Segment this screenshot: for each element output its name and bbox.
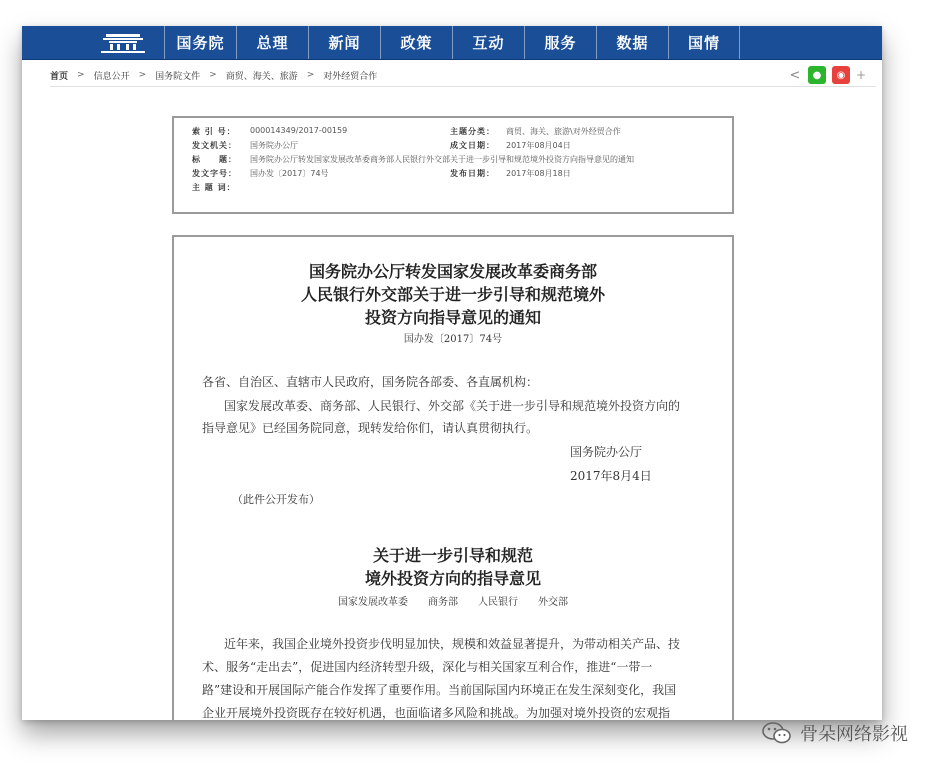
- nav-item-zongli[interactable]: 总理: [236, 26, 308, 59]
- publish-date-label: 发布日期：: [450, 168, 495, 178]
- nav-item-shuju[interactable]: 数据: [596, 26, 668, 59]
- screenshot-frame: [22, 26, 882, 720]
- doc-number: 国办发〔2017〕74号: [403, 334, 503, 345]
- more-share-icon[interactable]: +: [855, 68, 866, 82]
- doc-sign-date: 2017年8月4日: [570, 469, 652, 483]
- created-date-label: 成文日期：: [450, 140, 495, 150]
- doc-number-label: 发文字号：: [192, 168, 237, 178]
- nav-item-guowuyuan[interactable]: 国务院: [164, 26, 236, 59]
- nav-item-guoqing[interactable]: 国情: [668, 26, 740, 59]
- index-label: 索 引 号：: [192, 126, 236, 136]
- nav-item-hudong[interactable]: 互动: [452, 26, 524, 59]
- chevron-right-icon: >: [138, 70, 147, 80]
- nav-item-zhengce[interactable]: 政策: [380, 26, 452, 59]
- chevron-right-icon: >: [77, 70, 85, 80]
- breadcrumb-state-docs[interactable]: 国务院文件: [155, 71, 201, 82]
- doc-title-line-2: 人民银行外交部关于进一步引导和规范境外: [300, 285, 605, 304]
- body-line-2: 术、服务“走出去”，促进国内经济转型升级，深化与相关国家互利合作，推进“一带一: [202, 660, 653, 674]
- issuer-value: 国务院办公厅: [250, 140, 298, 150]
- doc-sign-org: 国务院办公厅: [570, 445, 643, 459]
- top-nav: [22, 26, 882, 60]
- sub-title-line-2: 境外投资方向的指导意见: [364, 569, 541, 588]
- gov-logo-icon[interactable]: [94, 26, 152, 59]
- doc-salutation: 各省、自治区、直辖市人民政府，国务院各部委、各直属机构：: [202, 375, 539, 389]
- doc-public-note: （此件公开发布）: [232, 493, 320, 506]
- chevron-right-icon: >: [209, 70, 217, 80]
- title-value: 国务院办公厅转发国家发展改革委商务部人民银行外交部关于进一步引导和规范境外投资方向指导意见的通知: [250, 154, 634, 164]
- breadcrumb-info-public[interactable]: 信息公开: [93, 71, 130, 82]
- topic-value: 商贸、海关、旅游\对外经贸合作: [506, 126, 621, 136]
- breadcrumb-foreign-trade[interactable]: 对外经贸合作: [323, 71, 378, 82]
- doc-title-line-3: 投资方向指导意见的通知: [364, 308, 541, 327]
- created-date-value: 2017年08月04日: [506, 140, 571, 150]
- share-icon[interactable]: <: [789, 67, 801, 83]
- issuer-label: 发文机关：: [192, 140, 237, 150]
- keywords-label: 主 题 词：: [192, 182, 236, 192]
- sub-title-line-1: 关于进一步引导和规范: [372, 546, 533, 565]
- wechat-logo-icon: [762, 721, 792, 745]
- body-line-3: 路”建设和开展国际产能合作发挥了重要作用。当前国际国内环境正在发生深刻变化，我国: [202, 683, 677, 697]
- sub-authors: 国家发展改革委 商务部 人民银行 外交部: [338, 597, 568, 608]
- wechat-icon[interactable]: ●: [808, 66, 826, 84]
- nav-item-xinwen[interactable]: 新闻: [308, 26, 380, 59]
- share-toolbar: [788, 66, 866, 84]
- watermark-text: 骨朵网络影视: [800, 724, 908, 745]
- index-value: 000014349/2017-00159: [250, 125, 348, 135]
- nav-item-fuwu[interactable]: 服务: [524, 26, 596, 59]
- watermark: [762, 720, 908, 746]
- doc-title-line-1: 国务院办公厅转发国家发展改革委商务部: [308, 262, 597, 281]
- body-line-4: 企业开展境外投资既存在较好机遇，也面临诸多风险和挑战。为加强对境外投资的宏观指: [202, 706, 671, 720]
- breadcrumb-home[interactable]: 首页: [50, 71, 69, 82]
- weibo-icon[interactable]: ◉: [832, 66, 850, 84]
- chevron-right-icon: >: [306, 70, 315, 80]
- doc-paragraph-1-line-1: 国家发展改革委、商务部、人民银行、外交部《关于进一步引导和规范境外投资方向的: [224, 399, 681, 413]
- breadcrumb-trade-customs-tourism[interactable]: 商贸、海关、旅游: [225, 71, 298, 82]
- breadcrumb-divider: [50, 86, 876, 87]
- breadcrumb: [50, 64, 876, 86]
- document-metadata: [172, 116, 734, 214]
- publish-date-value: 2017年08月18日: [506, 168, 571, 178]
- doc-number-value: 国办发〔2017〕74号: [250, 168, 329, 178]
- doc-paragraph-1-line-2: 指导意见》已经国务院同意，现转发给你们，请认真贯彻执行。: [202, 421, 539, 435]
- topic-label: 主题分类：: [450, 126, 495, 136]
- body-line-1: 近年来，我国企业境外投资步伐明显加快，规模和效益显著提升，为带动相关产品、技: [224, 637, 681, 651]
- title-label: 标 题：: [192, 154, 237, 164]
- document-body: [172, 235, 734, 720]
